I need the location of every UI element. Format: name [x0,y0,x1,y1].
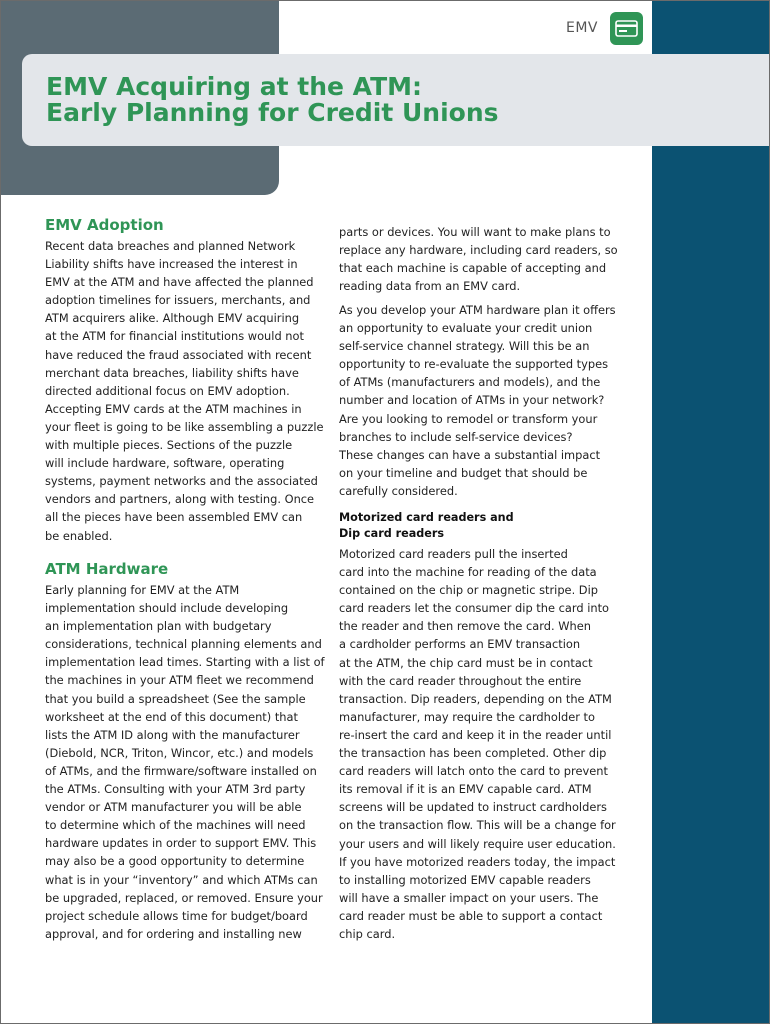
text-line: parts or devices. You will want to make plans to [339,225,611,239]
text-line: at the ATM for financial institutions would not [45,329,304,344]
text-line: (Diebold, NCR, Triton, Wincor, etc.) and models [45,745,314,760]
text-line: lists the ATM ID along with the manufacturer [45,727,300,742]
decorative-navy-sidebar [652,0,770,1024]
text-line: a cardholder performs an EMV transaction [339,637,581,652]
text-line: the machines in your ATM fleet we recommend [45,673,314,688]
text-line: with multiple pieces. Sections of the puzzle [45,438,293,453]
text-line: Are you looking to remodel or transform your [339,411,598,426]
text-line: at the ATM, the chip card must be in contact [339,655,593,670]
text-line: an opportunity to evaluate your credit union [339,321,593,336]
text-line: on your timeline and budget that should be [339,465,588,480]
text-line: Motorized card readers pull the inserted [339,547,568,561]
credit-card-icon [610,12,643,45]
text-line: card readers let the consumer dip the card into [339,601,610,616]
text-line: card reader must be able to support a contact [339,908,603,923]
title-line: Early Planning for Credit Unions [46,98,499,127]
text-line: transaction. Dip readers, depending on the ATM [339,691,612,706]
section-tag: EMV [566,20,599,36]
title-line: EMV Acquiring at the ATM: [46,72,423,101]
text-line: approval, and for ordering and installing new [45,926,302,941]
text-line: implementation should include developing [45,601,289,616]
text-line: directed additional focus on EMV adoption. [45,383,290,398]
text-line: the reader and then remove the card. When [339,619,591,634]
text-line: considerations, technical planning elements and [45,637,322,652]
text-line: These changes can have a substantial impact [339,447,601,462]
paragraph-hardware-plan [339,301,616,500]
text-line: to installing motorized EMV capable readers [339,872,591,887]
text-line: self-service channel strategy. Will this be an [339,339,590,354]
text-line: manufacturer, may require the cardholder to [339,709,595,724]
text-line: replace any hardware, including card readers, so [339,243,618,258]
text-line: that you build a spreadsheet (See the sample [45,691,306,706]
page-title [46,74,499,126]
text-line: carefully considered. [339,483,458,498]
text-line: your users and will likely require user education. [339,836,616,851]
text-line: be enabled. [45,528,113,543]
text-line: If you have motorized readers today, the impact [339,854,616,869]
text-line: vendors and partners, along with testing. Once [45,492,315,507]
text-line: be upgraded, replaced, or removed. Ensure your [45,890,323,905]
text-line: what is in your “inventory” and which ATMs can [45,872,318,887]
text-line: ATM acquirers alike. Although EMV acquiring [45,311,300,326]
text-line: number and location of ATMs in your network? [339,393,605,408]
text-line: card readers will latch onto the card to prevent [339,764,608,779]
paragraph-emv-adoption [45,237,324,545]
text-line: screens will be updated to instruct cardholders [339,800,607,815]
text-line: re-insert the card and keep it in the reader until [339,727,612,742]
text-line: on the transaction flow. This will be a change for [339,818,616,833]
text-line: contained on the chip or magnetic stripe. Dip [339,583,598,598]
title-panel [22,54,770,146]
text-line: of ATMs (manufacturers and models), and the [339,375,601,390]
text-line: chip card. [339,926,396,941]
text-line: may also be a good opportunity to determine [45,854,305,869]
text-line: hardware updates in order to support EMV. This [45,836,317,851]
text-line: merchant data breaches, liability shifts have [45,365,299,380]
text-line: that each machine is capable of accepting and [339,261,607,276]
text-line: EMV at the ATM and have affected the planned [45,275,314,290]
paragraph-card-readers [339,545,616,943]
text-line: As you develop your ATM hardware plan it offers [339,303,616,317]
text-line: an implementation plan with budgetary [45,619,272,634]
text-line: Early planning for EMV at the ATM [45,583,240,597]
heading-emv-adoption: EMV Adoption [45,216,164,234]
heading-atm-hardware: ATM Hardware [45,560,169,578]
text-line: your fleet is going to be like assembling a puzzle [45,419,324,434]
text-line: reading data from an EMV card. [339,279,521,294]
text-line: the transaction has been completed. Other dip [339,746,607,761]
text-line: worksheet at the end of this document) that [45,709,298,724]
text-line: will have a smaller impact on your users. The [339,890,599,905]
text-line: Recent data breaches and planned Network [45,239,296,253]
paragraph-parts-devices [339,223,618,295]
text-line: will include hardware, software, operating [45,456,285,471]
text-line: to determine which of the machines will need [45,818,306,833]
text-line: of ATMs, and the firmware/software installed on [45,763,317,778]
text-line: adoption timelines for issuers, merchants, and [45,293,311,308]
text-line: all the pieces have been assembled EMV can [45,510,303,525]
text-line: have reduced the fraud associated with recent [45,347,312,362]
text-line: Liability shifts have increased the interest in [45,257,298,272]
text-line: project schedule allows time for budget/board [45,908,308,923]
paragraph-atm-hardware [45,581,325,943]
text-line: vendor or ATM manufacturer you will be able [45,800,302,815]
text-line: with the card reader throughout the entire [339,673,582,688]
text-line: opportunity to re-evaluate the supported types [339,357,609,372]
text-line: Accepting EMV cards at the ATM machines in [45,401,302,416]
subheading-line: Dip card readers [339,526,445,540]
subheading-card-readers [339,510,514,541]
text-line: the ATMs. Consulting with your ATM 3rd party [45,782,306,797]
text-line: branches to include self-service devices? [339,429,573,444]
text-line: implementation lead times. Starting with a list of [45,655,325,670]
text-line: systems, payment networks and the associated [45,474,318,489]
text-line: card into the machine for reading of the data [339,565,597,580]
text-line: its removal if it is an EMV capable card. ATM [339,782,592,797]
subheading-line: Motorized card readers and [339,511,514,524]
